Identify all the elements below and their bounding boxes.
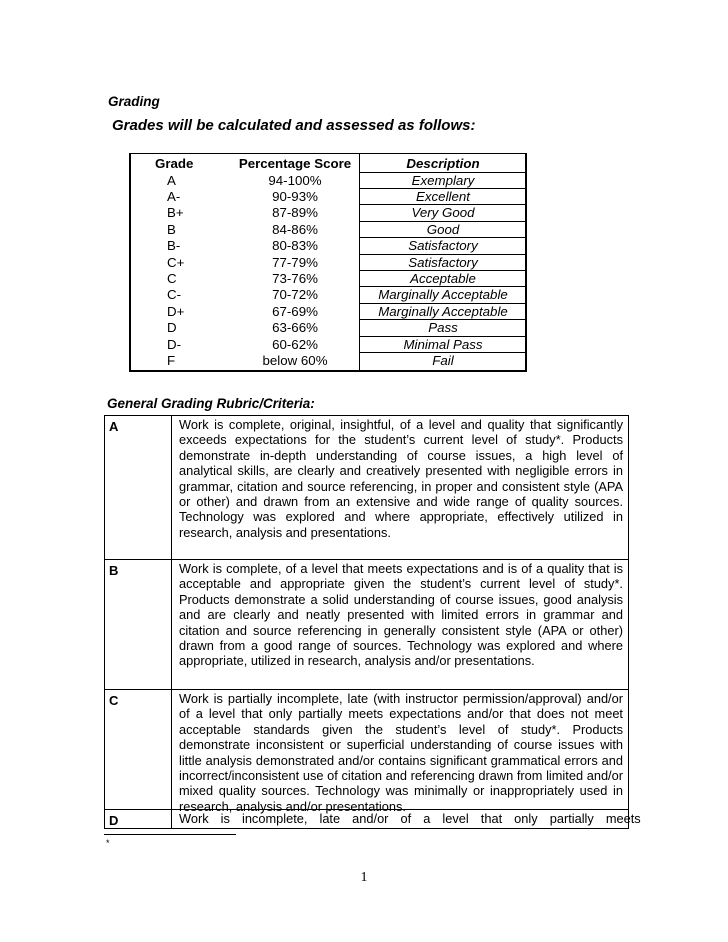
percentage-cell: 63-66%	[272, 320, 318, 336]
description-row-rule	[359, 336, 527, 337]
percentage-cell: 84-86%	[272, 221, 318, 237]
grade-cell: B-	[167, 238, 181, 254]
description-cell: Good	[426, 221, 460, 237]
description-row-rule	[359, 188, 527, 189]
rubric-criteria-text: Work is complete, of a level that meets expectations and is of a quality that is acceptable and appropriate given the student’s current level of study*. Products demonstrate a solid understanding of course issues, good analysis and are clearly and neatly presented with limited errors in grammar and citation and source referencing in generally consistent style (APA or other) drawn from a good range of sources. Technology was explored and where appropriate, utilized in research, analysis and/or presentations.	[179, 561, 623, 669]
rubric-grade: B	[109, 563, 119, 578]
percentage-cell: 60-62%	[272, 336, 318, 352]
grade-cell: F	[167, 353, 176, 368]
rubric-criteria-text: Work is incomplete, late and/or of a level that only partially meets	[179, 811, 641, 826]
grade-cell: A	[167, 172, 176, 188]
grade-row	[131, 173, 527, 189]
section-title: Grading	[108, 94, 160, 109]
description-cell: Excellent	[416, 189, 470, 204]
grade-row	[131, 255, 527, 271]
rubric-grade: C	[109, 693, 119, 708]
grade-row	[131, 189, 527, 205]
description-cell: Marginally Acceptable	[378, 287, 508, 303]
rubric-criteria-text: Work is complete, original, insightful, of a level and quality that significantly exceeds expectations for the student’s current level of study*. Products demonstrate in-depth understanding of course issues, a high level of analytical skills, are clearly and creatively presented with negligible errors in grammar, citation and source referencing, in proper and consistent style (APA or other) and drawn from an extensive and wide range of quality sources. Technology was explored and where appropriate, effectively utilized in research, analysis and presentations.	[179, 417, 623, 540]
rubric-criteria-text: Work is partially incomplete, late (with instructor permission/approval) and/or of a level that only partially meets expectations and/or that does not meet acceptable standards given the student’s level of study*. Products demonstrate inconsistent or superficial understanding of course issues with little analysis demonstrated and/or contains significant grammatical errors and incorrect/inconsistent use of citation and referencing drawn from limited and/or mixed quality sources. Technology was minimally or inappropriately used in research, analysis and/or presentations.	[179, 691, 623, 814]
percentage-cell: 67-69%	[272, 303, 318, 319]
percentage-cell: below 60%	[262, 353, 328, 368]
rubric-title: General Grading Rubric/Criteria:	[107, 396, 315, 411]
description-row-rule	[359, 319, 527, 320]
description-cell: Satisfactory	[408, 238, 478, 254]
percentage-cell: 90-93%	[272, 189, 318, 204]
description-row-rule	[359, 303, 527, 304]
description-row-rule	[359, 172, 527, 173]
grade-row	[131, 337, 527, 353]
description-cell: Acceptable	[410, 271, 476, 286]
header-percentage: Percentage Score	[238, 156, 352, 171]
description-cell: Exemplary	[411, 172, 475, 188]
description-cell: Pass	[428, 320, 458, 336]
description-cell: Very Good	[411, 205, 475, 221]
grade-cell: B	[167, 221, 176, 237]
grade-row	[131, 353, 527, 369]
grade-row	[131, 271, 527, 287]
header-description: Description	[406, 156, 480, 171]
header-grade: Grade	[155, 156, 194, 171]
rubric-table	[104, 415, 641, 829]
footnote-mark: *	[106, 838, 110, 848]
page-number: 1	[360, 870, 368, 885]
grade-cell: C-	[167, 287, 182, 303]
grade-cell: D-	[167, 336, 182, 352]
rubric-row	[105, 810, 641, 830]
description-row-rule	[359, 254, 527, 255]
grade-row	[131, 287, 527, 303]
rubric-row	[105, 416, 628, 560]
footnote-rule	[104, 834, 236, 835]
percentage-cell: 73-76%	[272, 271, 318, 286]
grade-row	[131, 205, 527, 221]
percentage-cell: 94-100%	[268, 172, 322, 188]
rubric-grade: D	[109, 813, 119, 828]
description-row-rule	[359, 352, 527, 353]
grade-row	[131, 304, 527, 320]
description-row-rule	[359, 221, 527, 222]
grade-cell: C	[167, 271, 177, 286]
rubric-row	[105, 560, 628, 690]
description-cell: Marginally Acceptable	[378, 303, 508, 319]
description-cell: Minimal Pass	[403, 336, 483, 352]
percentage-cell: 70-72%	[272, 287, 318, 303]
description-row-rule	[359, 204, 527, 205]
description-row-rule	[359, 237, 527, 238]
rubric-row	[105, 690, 628, 814]
grade-cell: B+	[167, 205, 184, 221]
grade-table-header	[131, 156, 527, 172]
description-row-rule	[359, 286, 527, 287]
percentage-cell: 87-89%	[272, 205, 318, 221]
rubric-grade: A	[109, 419, 119, 434]
grade-cell: D	[167, 320, 177, 336]
description-cell: Satisfactory	[408, 254, 478, 270]
intro-heading: Grades will be calculated and assessed as follows:	[112, 117, 476, 134]
description-row-rule	[359, 270, 527, 271]
grade-table	[129, 153, 527, 372]
grade-cell: C+	[167, 254, 185, 270]
description-cell: Fail	[432, 353, 454, 368]
grade-row	[131, 222, 527, 238]
grade-cell: D+	[167, 303, 185, 319]
percentage-cell: 77-79%	[272, 254, 318, 270]
grade-row	[131, 320, 527, 336]
percentage-cell: 80-83%	[272, 238, 318, 254]
grade-row	[131, 238, 527, 254]
grade-cell: A-	[167, 189, 181, 204]
